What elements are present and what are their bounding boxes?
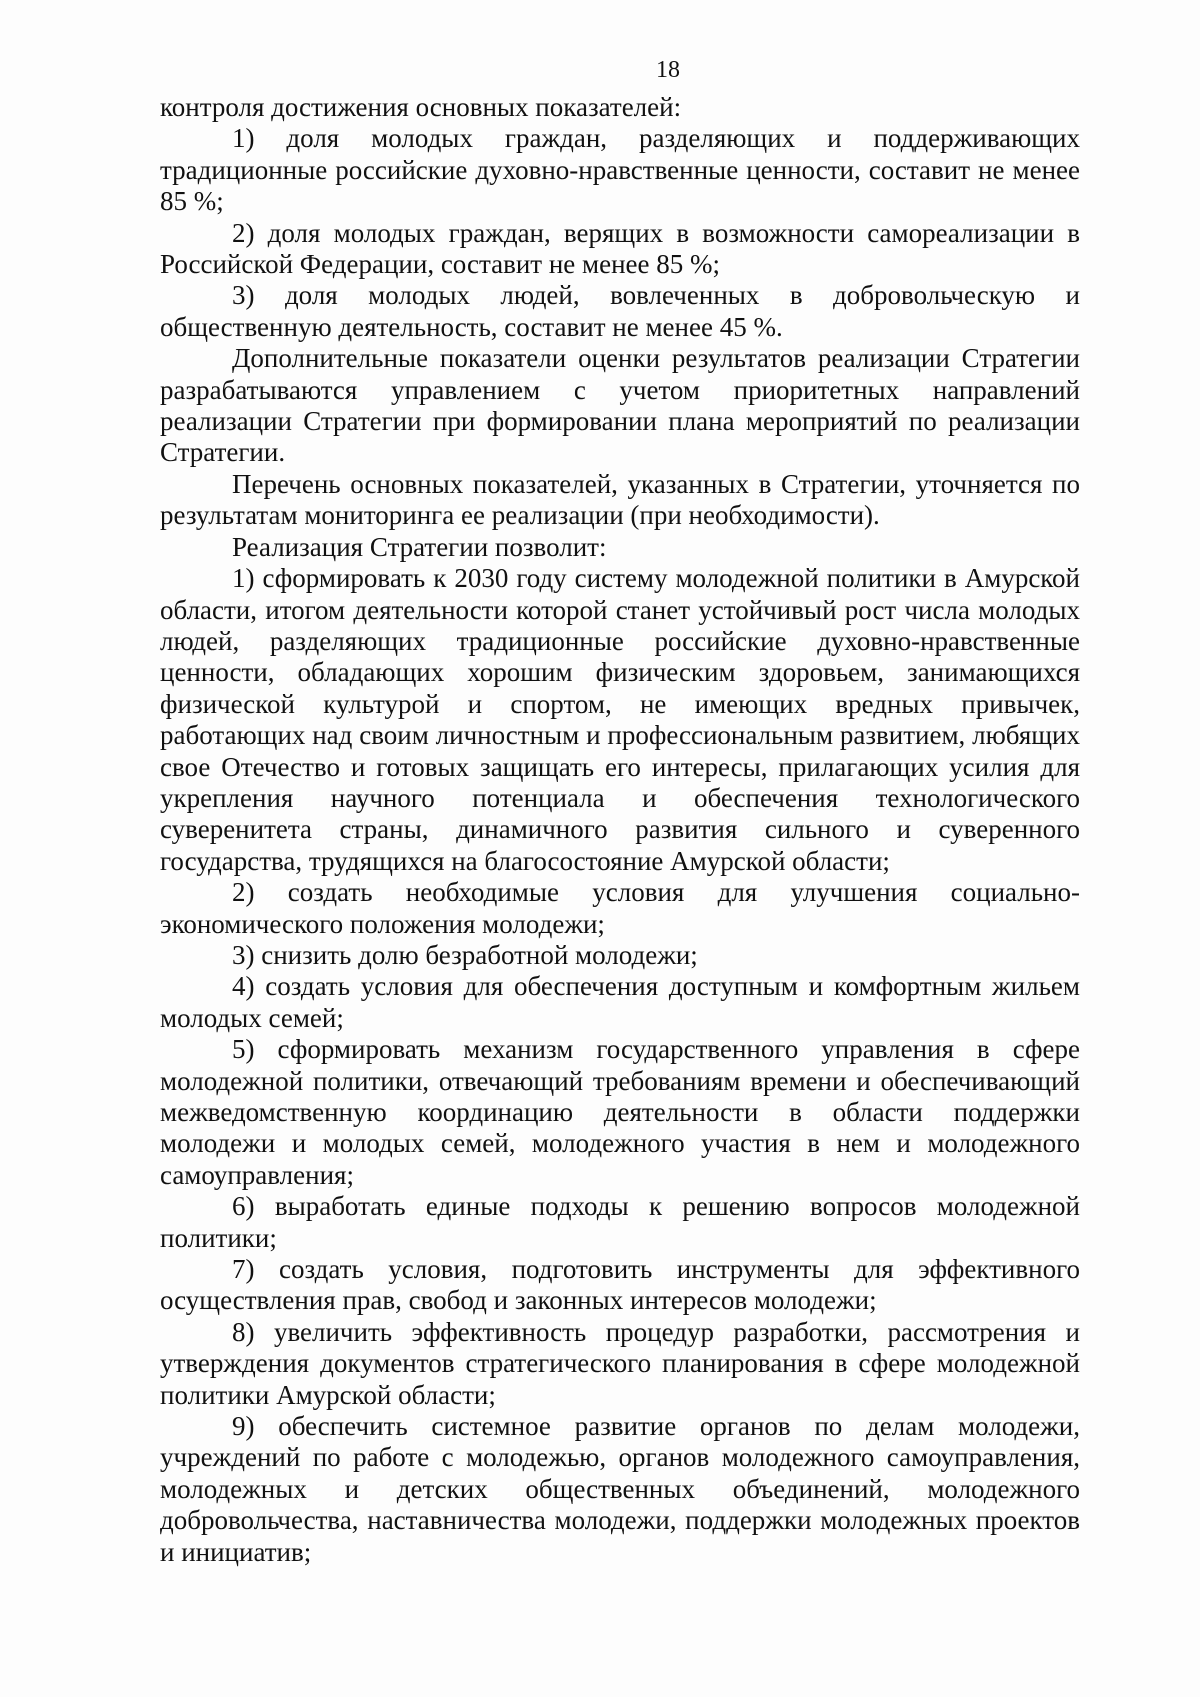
outcome-item-6: 6) выработать единые подходы к решению вопросов молодежной политики;: [160, 1191, 1080, 1253]
outcome-item-1: 1) сформировать к 2030 году систему молодежной политики в Амурской области, итогом деятельности которой станет устойчивый рост числа молодых людей, разделяющих традиционные российские духовно-нравственные ценности, обладающих хорошим физическим здоровьем, занимающихся физической культурой и спортом, не имеющих вредных привычек, работающих над своим личностным и профессиональным развитием, любящих свое Отечество и готовых защищать его интересы, прилагающих усилия для укрепления научного потенциала и обеспечения технологического суверенитета страны, динамичного развития сильного и суверенного государства, трудящихся на благосостояние Амурской области;: [160, 563, 1080, 876]
outcome-item-9: 9) обеспечить системное развитие органов по делам молодежи, учреждений по работе с молодежью, органов молодежного самоуправления, молодежных и детских общественных объединений, молодежного добровольчества, наставничества молодежи, поддержки молодежных проектов и инициатив;: [160, 1411, 1080, 1567]
indicator-item-2: 2) доля молодых граждан, верящих в возможности самореализации в Российской Федерации, составит не менее 85 %;: [160, 217, 1080, 280]
indicator-item-1: 1) доля молодых граждан, разделяющих и поддерживающих традиционные российские духовно-нравственные ценности, составит не менее 85 %;: [160, 123, 1080, 217]
outcome-item-3: 3) снизить долю безработной молодежи;: [232, 939, 698, 970]
outcome-item-7: 7) создать условия, подготовить инструменты для эффективного осуществления прав, свобод и законных интересов молодежи;: [160, 1254, 1080, 1316]
page-number: 18: [656, 57, 680, 83]
outcome-item-8: 8) увеличить эффективность процедур разработки, рассмотрения и утверждения документов стратегического планирования в сфере молодежной политики Амурской области;: [160, 1316, 1080, 1410]
paragraph-continuation: контроля достижения основных показателей:: [160, 92, 682, 122]
outcome-item-4: 4) создать условия для обеспечения доступным и комфортным жильем молодых семей;: [160, 971, 1080, 1033]
indicator-item-3: 3) доля молодых людей, вовлеченных в добровольческую и общественную деятельность, составит не менее 45 %.: [160, 280, 1080, 342]
outcome-item-5: 5) сформировать механизм государственного управления в сфере молодежной политики, отвечающий требованиям времени и обеспечивающий межведомственную координацию деятельности в области поддержки молодежи и молодых семей, молодежного участия в нем и молодежного самоуправления;: [160, 1034, 1080, 1190]
document-body: [160, 92, 1080, 1568]
paragraph-strategy-outcomes-intro: Реализация Стратегии позволит:: [232, 531, 607, 562]
outcome-item-2: 2) создать необходимые условия для улучшения социально-экономического положения молодежи;: [160, 877, 1080, 939]
paragraph-additional-indicators: Дополнительные показатели оценки результатов реализации Стратегии разрабатываются управлением с учетом приоритетных направлений реализации Стратегии при формировании плана мероприятий по реализации Стратегии.: [160, 343, 1080, 468]
paragraph-indicator-list: Перечень основных показателей, указанных в Стратегии, уточняется по результатам мониторинга ее реализации (при необходимости).: [160, 468, 1080, 531]
